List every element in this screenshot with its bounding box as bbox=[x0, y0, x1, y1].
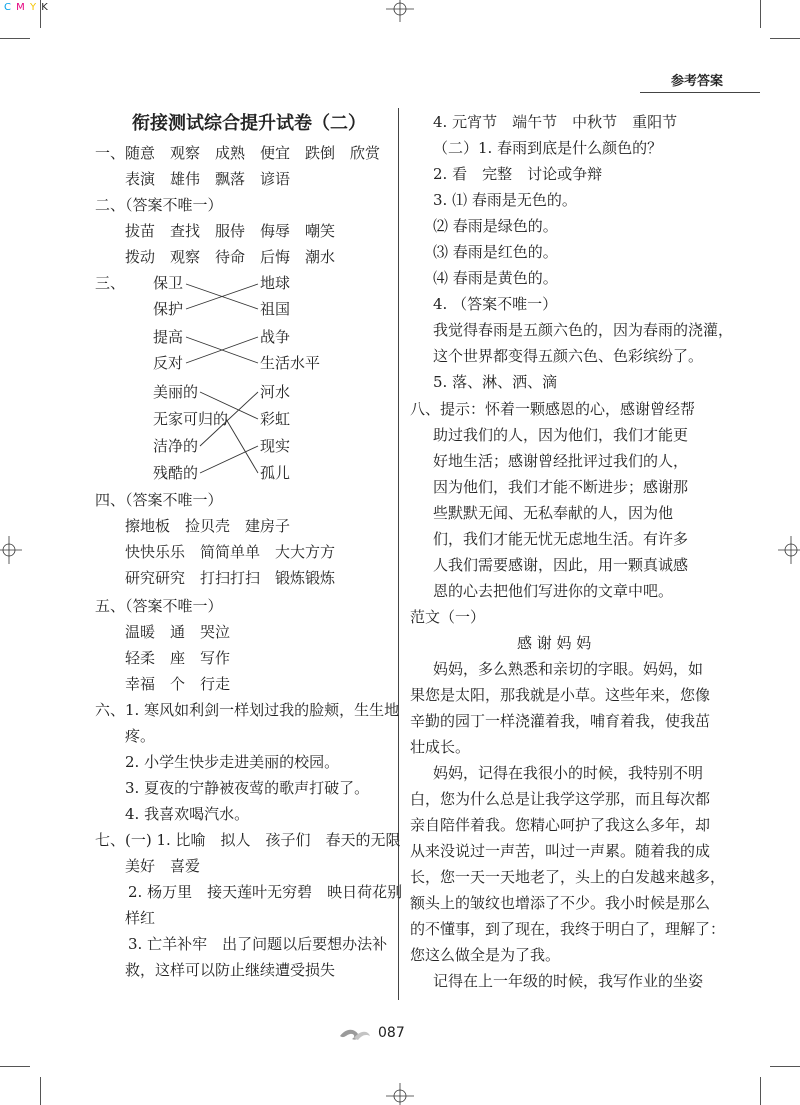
answer-line: 些默默无闻、无私奉献的人，因为他 bbox=[433, 504, 674, 522]
page-number: 087 bbox=[378, 1025, 405, 1041]
match-left-item: 反对 bbox=[153, 354, 184, 372]
answer-line: 疼。 bbox=[125, 727, 156, 745]
answer-line: 拨动 观察 待命 后悔 潮水 bbox=[125, 248, 336, 266]
answer-line: 4. 我喜欢喝汽水。 bbox=[125, 805, 250, 823]
answer-line: 3. ⑴ 春雨是无色的。 bbox=[433, 191, 577, 209]
match-left-item: 洁净的 bbox=[153, 437, 199, 455]
cmyk-y: Y bbox=[30, 2, 38, 13]
essay-label: 范文（一） bbox=[410, 608, 486, 626]
answer-line: 2. 杨万里 接天莲叶无穷碧 映日荷花别 bbox=[128, 883, 403, 901]
crop-line bbox=[760, 1077, 761, 1105]
answer-line: 恩的心去把他们写进你的文章中吧。 bbox=[433, 582, 674, 600]
answer-line: 七、(一) 1. 比喻 拟人 孩子们 春天的无限 bbox=[95, 831, 401, 849]
answer-line: 好地生活；感谢曾经批评过我们的人， bbox=[433, 452, 689, 470]
match-line bbox=[226, 419, 258, 473]
answer-line: 3. 夏夜的宁静被夜莺的歌声打破了。 bbox=[125, 779, 370, 797]
essay-line: 从来没说过一声苦，叫过一声累。随着我的成 bbox=[410, 842, 711, 860]
essay-line: 您这么做全是为了我。 bbox=[410, 946, 561, 964]
section-heading: 五、（答案不唯一） bbox=[95, 597, 223, 615]
answer-line: 救，这样可以防止继续遭受损失 bbox=[125, 961, 336, 979]
crop-line bbox=[40, 1077, 41, 1105]
answer-line: 六、1. 寒风如利剑一样划过我的脸颊，生生地 bbox=[95, 701, 400, 719]
page-title: 衔接测试综合提升试卷（二） bbox=[132, 113, 366, 134]
match-right-item: 生活水平 bbox=[260, 354, 321, 372]
essay-line: 辛勤的园丁一样浇灌着我，哺育着我，使我茁 bbox=[410, 712, 711, 730]
answer-line: 美好 喜爱 bbox=[125, 857, 201, 875]
match-right-item: 河水 bbox=[260, 383, 291, 401]
match-right-item: 地球 bbox=[260, 274, 291, 292]
crop-line bbox=[770, 1066, 800, 1067]
match-right-item: 战争 bbox=[260, 328, 291, 346]
crop-line bbox=[0, 1066, 30, 1067]
essay-line: 果您是太阳，那我就是小草。这些年来，您像 bbox=[410, 686, 711, 704]
essay-line: 白，您为什么总是让我学这学那，而且每次都 bbox=[410, 790, 711, 808]
answer-line: 这个世界都变得五颜六色、色彩缤纷了。 bbox=[433, 347, 704, 365]
answer-line: 幸福 个 行走 bbox=[125, 675, 231, 693]
answer-line: 4. 元宵节 端午节 中秋节 重阳节 bbox=[433, 113, 678, 131]
match-left-item: 无家可归的 bbox=[153, 410, 229, 428]
essay-line: 的不懂事，到了现在，我终于明白了，理解了： bbox=[410, 920, 726, 938]
answer-line: 拔苗 查找 服侍 侮辱 嘲笑 bbox=[125, 222, 336, 240]
cmyk-m: M bbox=[16, 2, 26, 13]
answer-line: 因为他们，我们才能不断进步；感谢那 bbox=[433, 478, 689, 496]
match-line bbox=[200, 392, 258, 419]
answer-line: 轻柔 座 写作 bbox=[125, 649, 231, 667]
answer-line: 5. 落、淋、洒、滴 bbox=[433, 373, 558, 391]
essay-line: 妈妈，记得在我很小的时候，我特别不明 bbox=[433, 764, 704, 782]
answer-line: 我觉得春雨是五颜六色的，因为春雨的浇灌， bbox=[433, 321, 734, 339]
answer-line: 2. 看 完整 讨论或争辩 bbox=[433, 165, 603, 183]
match-right-item: 现实 bbox=[260, 437, 291, 455]
match-left-item: 美丽的 bbox=[153, 383, 199, 401]
essay-line: 额头上的皱纹也增添了不少。我小时候是那么 bbox=[410, 894, 711, 912]
match-left-item: 残酷的 bbox=[153, 464, 199, 482]
answer-line: 2. 小学生快步走进美丽的校园。 bbox=[125, 753, 340, 771]
section-heading: 四、（答案不唯一） bbox=[95, 491, 223, 509]
essay-line: 长，您一天一天地老了，头上的白发越来越多， bbox=[410, 868, 726, 886]
essay-title: 感 谢 妈 妈 bbox=[517, 634, 592, 652]
header-label: 参考答案 bbox=[671, 74, 724, 89]
match-right-item: 彩虹 bbox=[260, 410, 291, 428]
match-right-item: 祖国 bbox=[260, 300, 291, 318]
registration-mark-right bbox=[778, 530, 800, 570]
match-line bbox=[200, 446, 258, 473]
answer-line: 们，我们才能无忧无虑地生活。有许多 bbox=[433, 530, 689, 548]
registration-mark-left bbox=[0, 530, 22, 570]
answer-line: 样红 bbox=[125, 909, 156, 927]
essay-line: 壮成长。 bbox=[410, 738, 471, 756]
match-left-item: 提高 bbox=[153, 328, 184, 346]
answer-line: 4. （答案不唯一） bbox=[433, 295, 558, 313]
essay-line: 记得在上一年级的时候，我写作业的坐姿 bbox=[433, 972, 704, 990]
answer-line: 3. 亡羊补牢 出了问题以后要想办法补 bbox=[128, 935, 388, 953]
answer-line: 温暖 通 哭泣 bbox=[125, 623, 231, 641]
section-heading: 二、（答案不唯一） bbox=[95, 196, 223, 214]
answer-line: 一、随意 观察 成熟 便宜 跌倒 欣赏 bbox=[95, 144, 381, 162]
answer-line: ⑶ 春雨是红色的。 bbox=[433, 243, 558, 261]
registration-mark-bottom bbox=[380, 1083, 420, 1105]
answer-line: 八、提示：怀着一颗感恩的心，感谢曾经帮 bbox=[410, 400, 696, 418]
answer-line: 研究研究 打扫打扫 锻炼锻炼 bbox=[125, 569, 336, 587]
cmyk-k: K bbox=[41, 2, 49, 13]
section-heading: 三、 bbox=[95, 274, 126, 292]
page-ornament-icon bbox=[338, 1024, 372, 1044]
answer-line: 助过我们的人，因为他们，我们才能更 bbox=[433, 426, 689, 444]
essay-line: 妈妈，多么熟悉和亲切的字眼。妈妈，如 bbox=[433, 660, 704, 678]
cmyk-c: C bbox=[4, 2, 12, 13]
answer-line: （二）1. 春雨到底是什么颜色的？ bbox=[433, 139, 663, 157]
match-right-item: 孤儿 bbox=[260, 464, 291, 482]
answer-line: 快快乐乐 简简单单 大大方方 bbox=[125, 543, 336, 561]
answer-line: 人我们需要感谢，因此，用一颗真诚感 bbox=[433, 556, 689, 574]
essay-line: 亲自陪伴着我。您精心呵护了我这么多年，却 bbox=[410, 816, 711, 834]
match-line bbox=[200, 392, 258, 446]
answer-line: 表演 雄伟 飘落 谚语 bbox=[125, 170, 291, 188]
answer-line: ⑵ 春雨是绿色的。 bbox=[433, 217, 558, 235]
match-left-item: 保卫 bbox=[153, 274, 184, 292]
answer-line: ⑷ 春雨是黄色的。 bbox=[433, 269, 558, 287]
answer-line: 擦地板 捡贝壳 建房子 bbox=[125, 517, 291, 535]
match-left-item: 保护 bbox=[153, 300, 184, 318]
